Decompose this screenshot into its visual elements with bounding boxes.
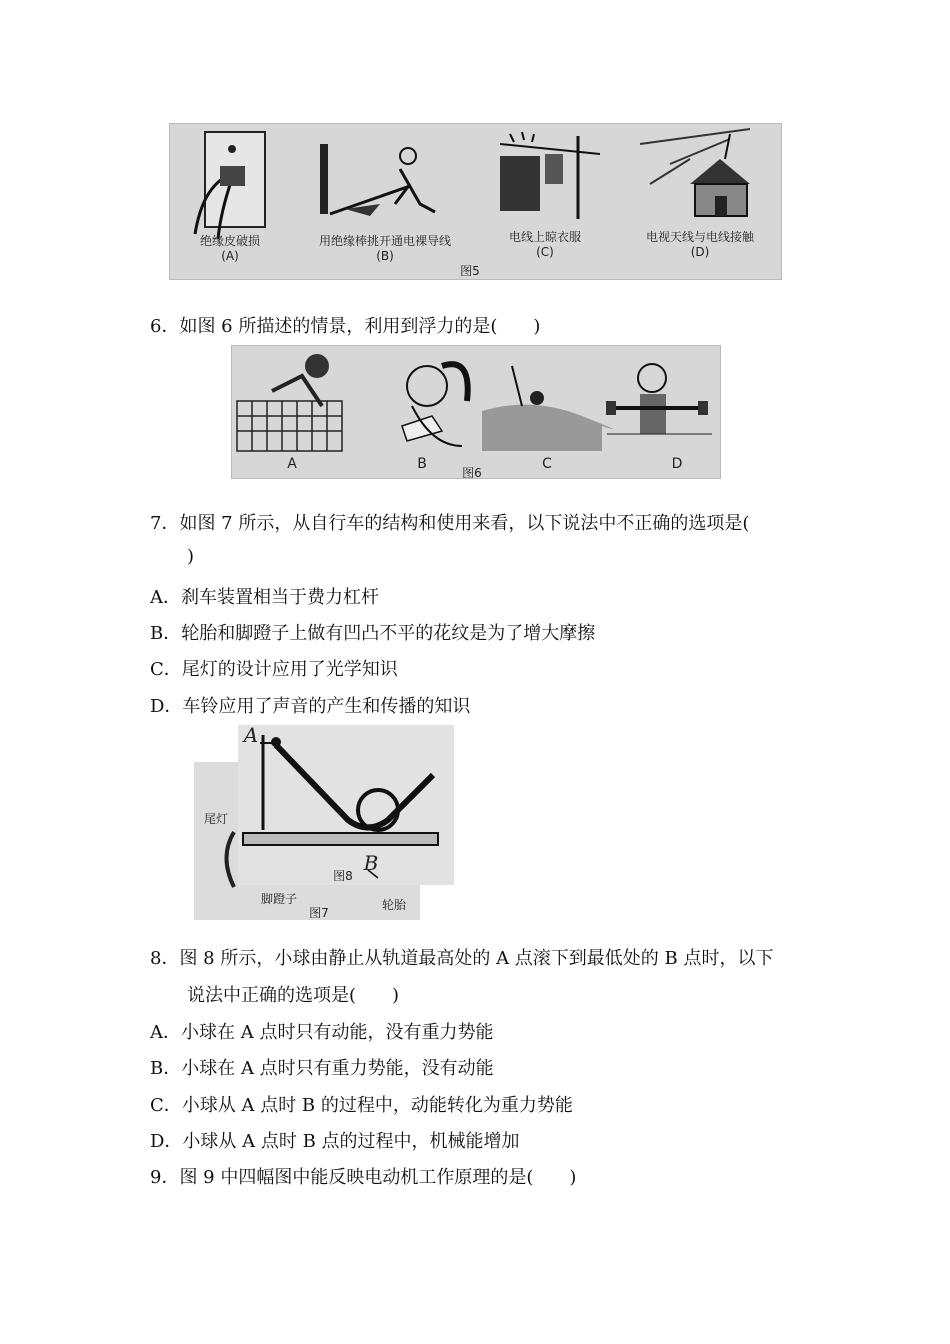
fig5-caption-a: 绝缘皮破损 (A) xyxy=(199,234,260,263)
figure-6-illustration xyxy=(232,346,720,478)
fig5-caption-c: 电线上晾衣服 (C) xyxy=(508,230,581,259)
fig5-caption-d: 电视天线与电线接触 (D) xyxy=(645,230,754,259)
fig7-tire-label: 轮胎 xyxy=(381,898,406,912)
fig7-taillight-label: 尾灯 xyxy=(203,812,228,826)
question-7: 7．如图 7 所示，从自行车的结构和使用来看，以下说法中不正确的选项是( xyxy=(150,513,750,534)
fig6-title: 图6 xyxy=(462,466,482,479)
figure-6 xyxy=(231,345,721,479)
question-6: 6．如图 6 所描述的情景，利用到浮力的是( ) xyxy=(150,316,541,337)
question-8: 8．图 8 所示，小球由静止从轨道最高处的 A 点滚下到最低处的 B 点时，以下 xyxy=(150,948,774,969)
fig5-caption-b: 用绝缘棒挑开通电裸导线 (B) xyxy=(318,234,451,263)
question-9: 9．图 9 中四幅图中能反映电动机工作原理的是( ) xyxy=(150,1167,577,1188)
figure-8 xyxy=(238,725,454,885)
fig8-point-b: B xyxy=(363,851,379,875)
fig8-point-a: A xyxy=(243,725,259,747)
question-7-option-d: D．车铃应用了声音的产生和传播的知识 xyxy=(150,696,471,717)
fig6-label-c: C xyxy=(542,456,552,472)
fig7-pedal-label: 脚蹬子 xyxy=(260,892,297,906)
question-8-option-b: B．小球在 A 点时只有重力势能，没有动能 xyxy=(150,1058,494,1079)
figure-8-illustration xyxy=(238,725,454,885)
figure-5 xyxy=(169,123,782,280)
fig6-label-a: A xyxy=(287,456,297,472)
question-8-cont: 说法中正确的选项是( ) xyxy=(187,985,400,1006)
question-7-close: ) xyxy=(187,546,195,567)
fig6-label-b: B xyxy=(417,456,427,472)
fig5-title: 图5 xyxy=(460,264,480,278)
fig7-title: 图7 xyxy=(309,906,329,920)
question-7-option-c: C．尾灯的设计应用了光学知识 xyxy=(150,659,398,680)
fig6-label-d: D xyxy=(671,456,683,472)
question-7-option-a: A．刹车装置相当于费力杠杆 xyxy=(150,587,379,608)
question-7-option-b: B．轮胎和脚蹬子上做有凹凸不平的花纹是为了增大摩擦 xyxy=(150,623,596,644)
question-8-option-a: A．小球在 A 点时只有动能，没有重力势能 xyxy=(150,1022,494,1043)
fig8-title: 图8 xyxy=(333,869,353,883)
question-8-option-d: D．小球从 A 点时 B 点的过程中，机械能增加 xyxy=(150,1131,520,1152)
question-8-option-c: C．小球从 A 点时 B 的过程中，动能转化为重力势能 xyxy=(150,1095,573,1116)
